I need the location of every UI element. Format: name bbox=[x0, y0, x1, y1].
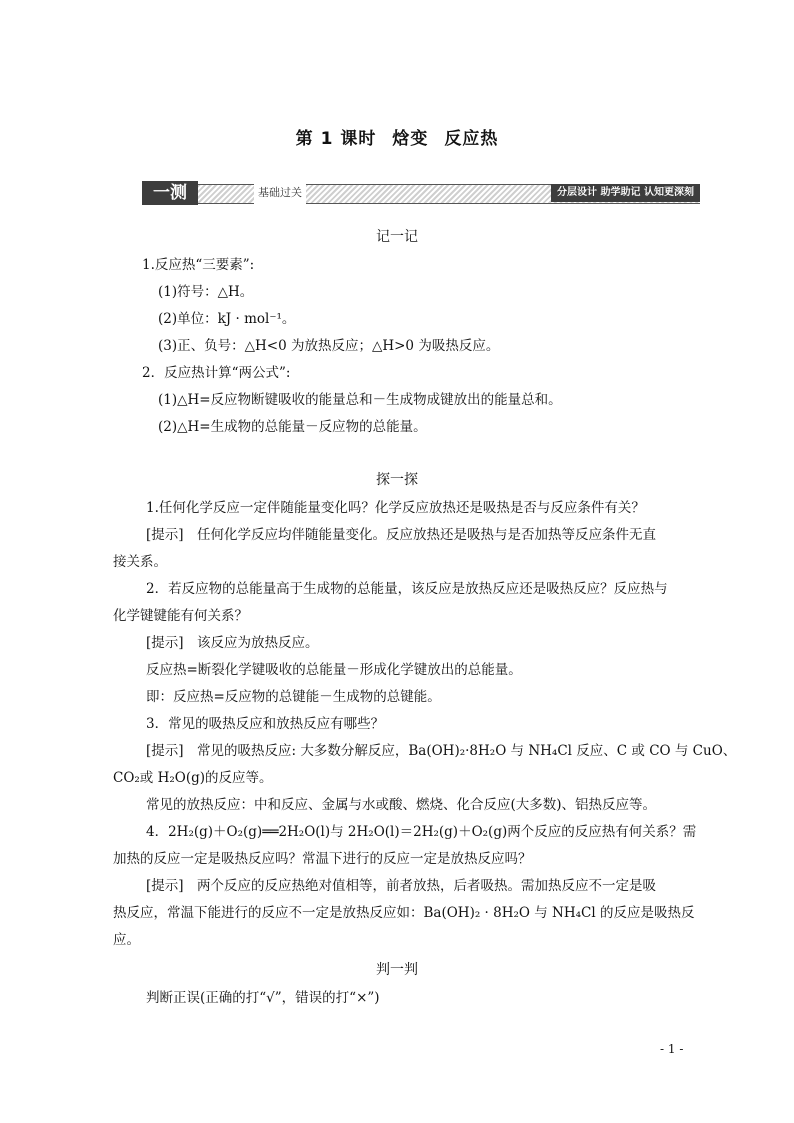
text-line: 应。 bbox=[113, 932, 140, 948]
section-heading-judge: 判一判 bbox=[376, 962, 418, 978]
text-line: (2)△H=生成物的总能量－反应物的总能量。 bbox=[158, 419, 427, 435]
page-title bbox=[0, 124, 794, 149]
banner-subtitle: 基础过关 bbox=[254, 181, 306, 205]
section-heading-remember: 记一记 bbox=[376, 229, 418, 245]
text-line: [提示] 常见的吸热反应: 大多数分解反应，Ba(OH)₂·8H₂O 与 NH₄Cl 反应、C 或 CO 与 CuO、 bbox=[146, 743, 737, 759]
banner-right-label: 分层设计 助学助记 认知更深刻 bbox=[551, 184, 700, 202]
text-line: [提示] 两个反应的反应热绝对值相等，前者放热，后者吸热。需加热反应不一定是吸 bbox=[146, 878, 657, 894]
text-line: (3)正、负号：△H<0 为放热反应；△H>0 为吸热反应。 bbox=[158, 338, 500, 354]
text-line: 2．若反应物的总能量高于生成物的总能量，该反应是放热反应还是吸热反应？反应热与 bbox=[146, 581, 668, 597]
text-line: 热反应，常温下能进行的反应不一定是放热反应如：Ba(OH)₂ · 8H₂O 与 NH₄Cl 的反应是吸热反 bbox=[113, 905, 695, 921]
text-line: 反应热=断裂化学键吸收的总能量－形成化学键放出的总能量。 bbox=[146, 662, 522, 678]
text-line: 接关系。 bbox=[113, 554, 167, 570]
text-line: (1)符号：△H。 bbox=[158, 284, 254, 300]
text-line: 4．2H₂(g)＋O₂(g)══2H₂O(l)与 2H₂O(l)＝2H₂(g)＋O₂(g)两个反应的反应热有何关系？需 bbox=[146, 824, 697, 840]
text-line: 1.反应热“三要素”: bbox=[142, 257, 255, 273]
title-lesson: 第 1 课时 bbox=[295, 129, 377, 149]
page-number: - 1 - bbox=[660, 1042, 684, 1056]
text-line: 加热的反应一定是吸热反应吗？常温下进行的反应一定是放热反应吗？ bbox=[113, 851, 532, 867]
title-subtopic: 反应热 bbox=[444, 129, 499, 149]
section-heading-explore: 探一探 bbox=[376, 472, 418, 488]
text-line: CO₂或 H₂O(g)的反应等。 bbox=[113, 770, 273, 786]
text-line: 2．反应热计算“两公式”: bbox=[142, 365, 291, 381]
title-topic: 焓变 bbox=[392, 129, 429, 149]
text-line: 判断正误(正确的打“√”，错误的打“×”) bbox=[146, 990, 380, 1006]
section-banner bbox=[142, 181, 700, 205]
text-line: 即：反应热=反应物的总键能－生成物的总键能。 bbox=[146, 689, 441, 705]
text-line: [提示] 该反应为放热反应。 bbox=[146, 635, 319, 651]
text-line: 1.任何化学反应一定伴随能量变化吗？化学反应放热还是吸热是否与反应条件有关？ bbox=[146, 500, 645, 516]
banner-tag: 一测 bbox=[142, 181, 198, 205]
text-line: (2)单位：kJ · mol⁻¹。 bbox=[158, 311, 296, 327]
text-line: 3．常见的吸热反应和放热反应有哪些？ bbox=[146, 716, 385, 732]
text-line: 常见的放热反应：中和反应、金属与水或酸、燃烧、化合反应(大多数)、铝热反应等。 bbox=[146, 797, 657, 813]
text-line: 化学键键能有何关系？ bbox=[113, 608, 248, 624]
text-line: (1)△H=反应物断键吸收的能量总和－生成物成键放出的能量总和。 bbox=[158, 392, 562, 408]
text-line: [提示] 任何化学反应均伴随能量变化。反应放热还是吸热与是否加热等反应条件无直 bbox=[146, 527, 657, 543]
